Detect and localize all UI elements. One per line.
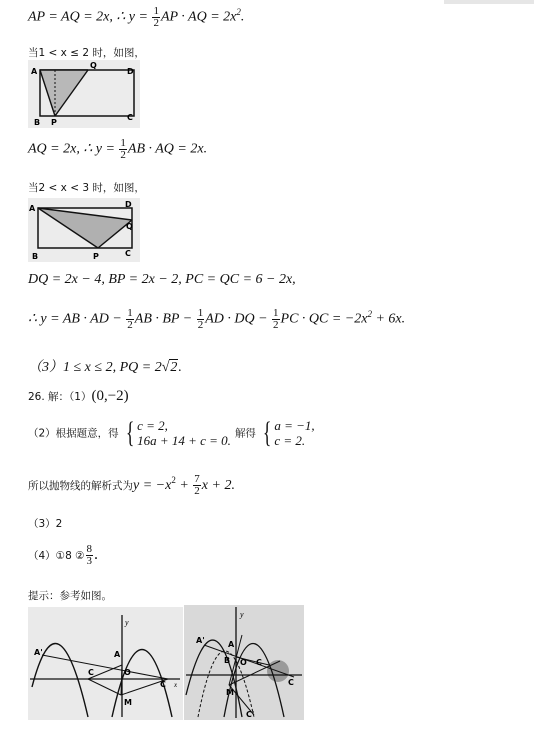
equation-system-2: a = −1, c = 2.	[274, 418, 315, 448]
label-O: O	[124, 668, 131, 677]
figure-rectangle-1	[28, 60, 140, 128]
eq-line-2: AQ = 2x, ∴ y = $\frac{1}{2}$ AB · AQ = 2x.	[28, 137, 208, 161]
question-26: 26. 解：（1）(0,−2)	[28, 388, 129, 404]
fraction: $\frac{7}{2}$	[194, 473, 200, 497]
eq-line-4: ∴ y = AB · AD − $\frac{1}{2}$ AB · BP − $\frac{1}{2}$ AD · DQ − $\frac{1}{2}$ PC · QC = $-2x^2 + 6x$.	[28, 307, 406, 331]
case-heading-2: 当2 < x < 3 时，如图，	[28, 182, 145, 194]
part-3-answer: （3）1 ≤ x ≤ 2, PQ = 2√2.	[28, 360, 182, 375]
parabola-expression: 所以抛物线的解析式为$y = -x^2$ + $\frac{7}{2}$ x + 2.	[28, 473, 235, 497]
label-A: A	[114, 650, 121, 659]
label-D: D	[127, 67, 134, 76]
label-C-right: C	[160, 680, 166, 689]
fraction: $\frac{8}{3}$	[86, 543, 93, 567]
figure-rectangle-2	[28, 198, 140, 262]
label-y: y	[240, 610, 244, 619]
label-B: B	[32, 252, 39, 261]
label-B: B	[224, 656, 231, 665]
label-P: P	[93, 252, 99, 261]
label-C-mid: C	[256, 658, 262, 667]
eq-text: AP = AQ = 2x, ∴ y =	[28, 9, 152, 25]
label-x: x	[174, 681, 178, 689]
figure-parabola-1	[28, 607, 183, 720]
fraction: $\frac{1}{2}$	[153, 5, 159, 29]
label-B: B	[34, 118, 41, 127]
equation-system-1: c = 2, 16a + 14 + c = 0.	[137, 418, 231, 448]
label-M: M	[124, 698, 132, 707]
part-3b-answer: （3）2	[28, 518, 63, 530]
label-A: A	[29, 204, 36, 213]
fraction: $\frac{1}{2}$	[127, 307, 133, 331]
label-A: A	[31, 67, 38, 76]
fraction: $\frac{1}{2}$	[120, 137, 126, 161]
label-Q: Q	[126, 222, 133, 231]
label-y: y	[125, 618, 129, 627]
label-Q: Q	[90, 61, 97, 70]
eq-line-1: AP = AQ = 2x, ∴ y = $\frac{1}{2}$ AP · AQ = $2x^2$.	[28, 5, 245, 29]
label-C-prime: C'	[246, 710, 255, 719]
label-P: P	[51, 118, 57, 127]
label-M: M	[226, 688, 234, 697]
label-C-right: C	[288, 678, 294, 687]
label-C: C	[125, 249, 131, 258]
label-A: A	[228, 640, 235, 649]
case-heading-1: 当1 < x ≤ 2 时，如图，	[28, 47, 145, 59]
part-2-system: （2）根据题意，得 { c = 2, 16a + 14 + c = 0. 解得 { a = −1, c = 2.	[28, 416, 315, 449]
label-A-prime: A'	[196, 636, 205, 645]
part-4-answer: （4）①8 ② $\frac{8}{3}$ .	[28, 543, 99, 567]
label-C-left: C	[88, 668, 94, 677]
fraction: $\frac{1}{2}$	[273, 307, 279, 331]
hint-text: 提示：参考如图。	[28, 590, 112, 602]
label-O: O	[240, 658, 247, 667]
label-D: D	[125, 200, 132, 209]
top-edge-shadow	[444, 0, 534, 4]
fraction: $\frac{1}{2}$	[197, 307, 204, 331]
eq-line-3: DQ = 2x − 4, BP = 2x − 2, PC = QC = 6 − 2x,	[28, 272, 296, 287]
figure-parabola-2	[184, 605, 304, 720]
label-A-prime: A'	[34, 648, 43, 657]
label-C: C	[127, 113, 133, 122]
